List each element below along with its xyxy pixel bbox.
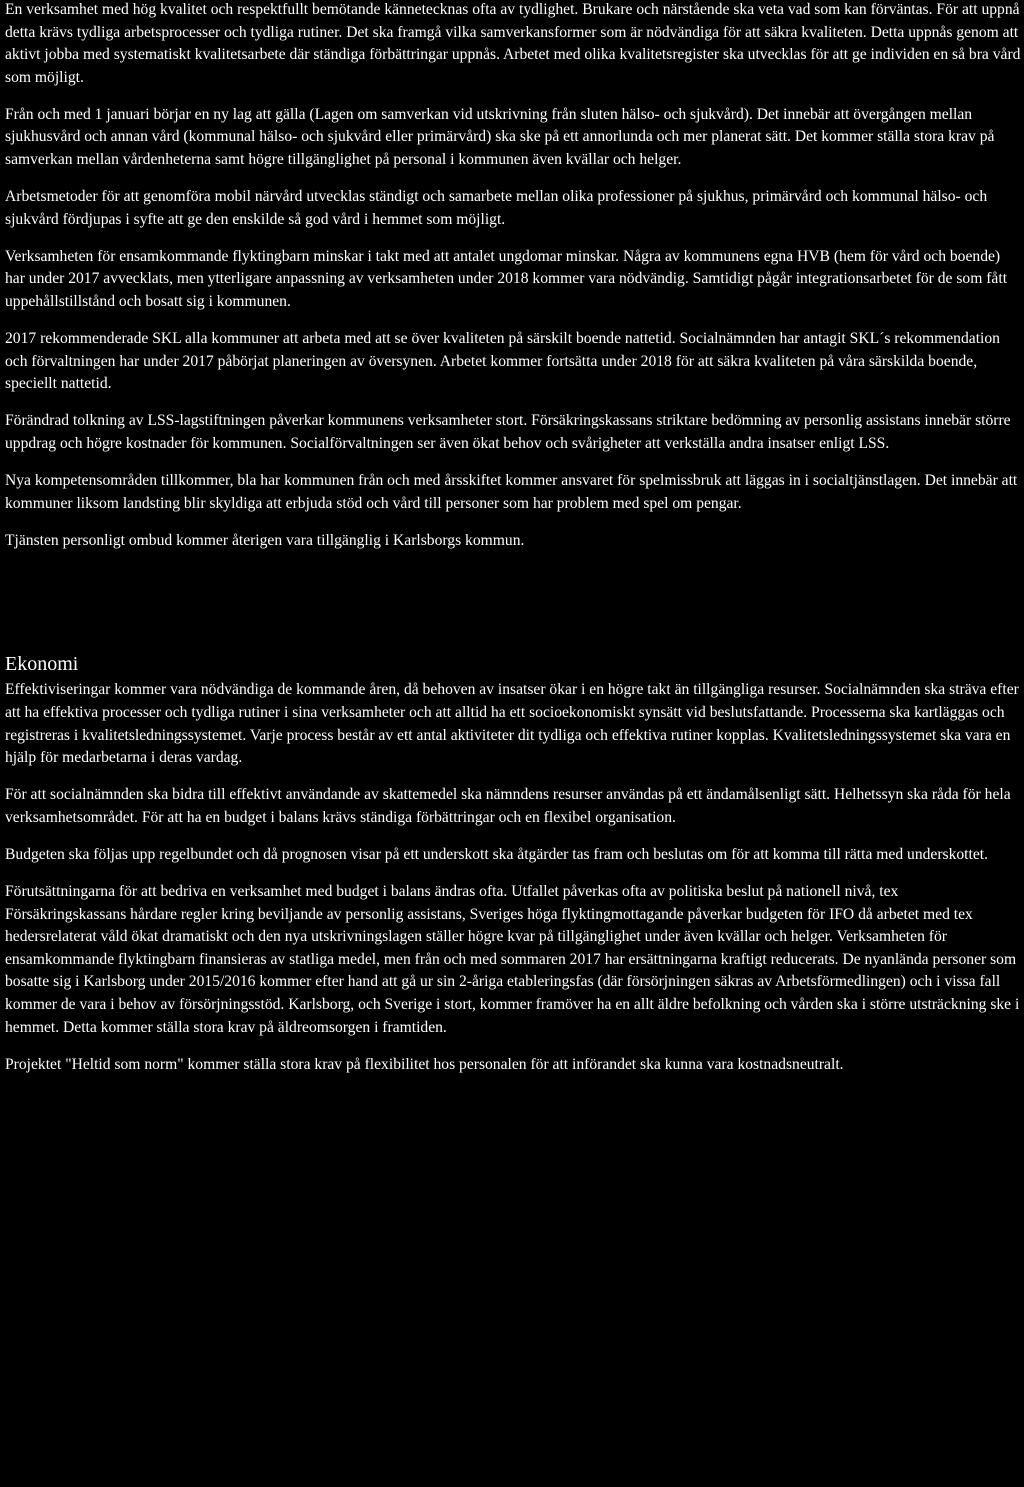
paragraph-effektiviseringar: Effektiviseringar kommer vara nödvändiga de kommande åren, då behoven av insatser ökar i en högre takt än tillgängliga resurser. Socialnämnden ska sträva efter att ha effektiva processer och tydliga rutiner i sina verksamheter och att alltid ha ett socioekonomiskt synsätt vid beslutsfattande. Processerna ska kartläggas och registreras i kvalitetsledningssystemet. Varje process består av ett antal aktiviteter dit tydliga och effektiva rutiner kopplas. Kvalitetsledningssystemet ska vara en hjälp för medarbetarna i deras vardag. [5,681,1019,767]
ekonomi-section [5,679,1021,1076]
paragraph-spelmissbruk: Nya kompetensområden tillkommer, bla har kommunen från och med årsskiftet kommer ansvaret för spelmissbruk att läggas in i socialtjänstlagen. Det innebär att kommuner liksom landsting blir skyldiga att erbjuda stöd och vård till personer som har problem med spel om pengar. [5,472,1018,512]
paragraph-heltid-som-norm: Projektet "Heltid som norm" kommer ställa stora krav på flexibilitet hos personalen för att införandet ska kunna vara kostnadsneutralt. [5,1055,844,1073]
paragraph-mobil-narvard: Arbetsmetoder för att genomföra mobil närvård utvecklas ständigt och samarbete mellan olika professioner på sjukhus, primärvård och kommunal hälso- och sjukvård fördjupas i syfte att ge den enskilde så god vård i hemmet som möjligt. [5,188,988,228]
paragraph-budgetuppfoljning: Budgeten ska följas upp regelbundet och då prognosen visar på ett underskott ska åtgärder tas fram och beslutas om för att komma till rätta med underskottet. [5,845,989,863]
paragraph-forutsattningar: Förutsättningarna för att bedriva en verksamhet med budget i balans ändras ofta. Utfallet påverkas ofta av politiska beslut på nationell nivå, tex Försäkringskassans hårdare regler kring beviljande av personlig assistans, Sveriges höga flyktingmottagande påverkar budgeten för IFO då arbetet med tex hedersrelaterat våld ökat dramatiskt och den nya utskrivningslagen ställer högre kvar på tillgänglighet under även kvällar och helger. Verksamheten för ensamkommande flyktingbarn finansieras av statliga medel, men från och med sommaren 2017 har ersättningarna kraftigt reducerats. De nyanlända personer som bosatte sig i Karlsborg under 2015/2016 kommer efter hand att gå ur sin 2-åriga etableringsfas (där försörjningen säkras av Arbetsförmedlingen) och i vissa fall kommer de vara i behov av försörjningsstöd. Karlsborg, och Sverige i stort, kommer framöver ha en allt äldre befolkning och vården ska i större utsträckning ske i hemmet. Detta kommer ställa stora krav på äldreomsorgen i framtiden. [5,883,1020,1036]
paragraph-kvalitet: En verksamhet med hög kvalitet och respektfullt bemötande kännetecknas ofta av tydlighet. Brukare och närstående ska veta vad som kan förväntas. För att uppnå detta krävs tydliga arbetsprocesser och tydliga rutiner. Det ska framgå vilka samverkansformer som är nödvändiga för att säkra kvaliteten. Detta uppnås genom att aktivt jobba med systematiskt kvalitetsarbete där ständiga förbättringar uppnås. Arbetet med olika kvalitetsregister ska utvecklas för att ge individen en så bra vård som möjligt. [5,1,1021,86]
paragraph-samverkan-lag: Från och med 1 januari börjar en ny lag att gälla (Lagen om samverkan vid utskrivning från sluten hälso- och sjukvård). Det innebär att övergången mellan sjukhusvård och annan vård (kommunal hälso- och sjukvård eller primärvård) ska ske på ett annorlunda och mer planerat sätt. Det kommer ställa stora krav på samverkan mellan vårdenheterna samt högre tillgänglighet på personal i kommunen även kvällar och helger. [5,105,995,169]
section-heading-ekonomi: Ekonomi [5,653,79,676]
paragraph-ensamkommande: Verksamheten för ensamkommande flyktingbarn minskar i takt med att antalet ungdomar minskar. Några av kommunens egna HVB (hem för vård och boende) har under 2017 avvecklats, men ytterligare anpassning av verksamheten under 2018 kommer vara nödvändig. Samtidigt pågår integrationsarbetet för de som fått uppehållstillstånd och bosatt sig i kommunen. [5,247,1008,311]
paragraph-personligt-ombud: Tjänsten personligt ombud kommer återigen vara tillgänglig i Karlsborgs kommun. [5,531,525,549]
paragraph-sarskilt-boende: 2017 rekommenderade SKL alla kommuner att arbeta med att se över kvaliteten på särskilt boende nattetid. Socialnämnden har antagit SKL´s rekommendation och förvaltningen har under 2017 påbörjat planeringen av översynen. Arbetet kommer fortsätta under 2018 för att säkra kvaliteten på våra särskilda boende, speciellt nattetid. [5,330,1000,393]
paragraph-lss: Förändrad tolkning av LSS-lagstiftningen påverkar kommunens verksamheter stort. Försäkringskassans striktare bedömning av personlig assistans innebär större uppdrag och högre kostnader för kommunen. Socialförvaltningen ser även ökat behov och svårigheter att verkställa andra insatser enligt LSS. [5,412,1011,452]
document-page [5,0,1021,1091]
paragraph-skattemedel: För att socialnämnden ska bidra till effektivt användande av skattemedel ska nämndens resurser användas på ett ändamålsenligt sätt. Helhetssyn ska råda för hela verksamhetsområdet. För att ha en budget i balans krävs ständiga förbättringar och en flexibel organisation. [5,786,1011,826]
